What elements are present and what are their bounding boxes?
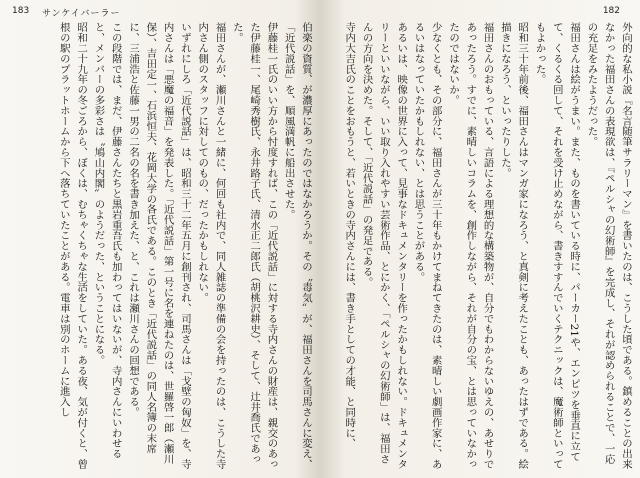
right-paragraph-2: 福田さんは絵がうまい。また、ものを書いている時に、パーカー21や、エンピツを垂直に立てて、くるくる回して、それを受け止めながら、書きすすんでいくテクニックは、魔術師といってもよかった。 bbox=[533, 22, 581, 470]
right-paragraph-4: 福田さんのおもっている、言語による理想的な構築物が、自分でもわからないゆえの、あせりであったろう。すでに、素晴しいコラムを、創作しながら、それが自分の宝、とは思っていなかったのではないか。 bbox=[447, 22, 494, 470]
right-paragraph-5: 少なくとも、その部分に、福田さんが三十年もかけてまねてきたのは、素晴しい劇画作家に、あるいはなっていたかもしれない、とは思うことがある。 bbox=[412, 22, 442, 470]
left-page-body bbox=[14, 22, 314, 470]
right-page bbox=[320, 0, 640, 478]
right-page-number: 182 bbox=[602, 6, 620, 16]
right-paragraph-7: 寺内大吉氏のことをおもうと、若いときの寺内さんには、書き手としての才能、と同時に、 bbox=[343, 22, 356, 449]
running-title: サンケイバーラー bbox=[42, 9, 121, 19]
left-page-number: 183 bbox=[12, 6, 30, 16]
right-page-body bbox=[334, 22, 634, 470]
left-paragraph-4: いずれにしろ「近代説話」は、昭和三十二年五月に創刊され、司馬さんは「戈壁の匈奴」を、寺内さんは「悪魔の福音」を発表した。「近代説話」第一号に名を連ねたのは、世羅啓一郎（瀬川保）、吉田定一、石浜恒夫、花岡大学の各氏である。このとき「近代説話」の同人名簿の末席に、三浦浩と佐藤一男の二名の名を書き加えた、と、これは瀬川さんの回想である。 bbox=[127, 22, 191, 470]
right-paragraph-1: 外向的な私小説『名言随筆サラリーマン』を書いたのは、こうした頃である。鎮めることの出来なかった福田さんの表現欲は、『ペルシャの幻術師』を完成し、それが認められることで、一応の充足をみたようだった。 bbox=[585, 22, 632, 470]
left-paragraph-3: 福田さんが、瀬川さんと一緒に、何回も社内で、同人雑誌の準備の会を持ったのは、こうした寺内さん側のスタッフに対してのもの、だったかもしれない。 bbox=[196, 22, 226, 470]
right-paragraph-6: あるいは、映像の世界に入って、見事なドキュメンタリーを作ったかもしれない。ドキュメンタリーといいながら、いい取り入れやすい芸術作品、とにかく、「ペルシャの幻術師」は、福田さんの方向を決めた。そして、「近代説話」の発足である。 bbox=[360, 22, 408, 470]
left-paragraph-5: この段階では、まだ、伊藤さんたちと黒岩重吾氏も加わってはいないが、寺内さんにいわせると、メンバーの多彩さは〝鳩山内閣〟のようだった、ということになる。 bbox=[92, 22, 122, 459]
left-paragraph-6: 昭和二十九年の冬ごろから、ぼくは、むちゃくちゃな生活をしていた。ある夜、気が付くと、曾根の駅のプラットホームから下へ落ちていたことがある。電車は別のホームに進入し bbox=[57, 22, 88, 470]
right-paragraph-3: 昭和三十年前後、福田さんはマンガ家になろう、と真剣に考えたことも、あったはずである。絵描きになろう、といったりした。 bbox=[498, 22, 529, 470]
left-paragraph-1: 伯楽の資質、が濃厚にあったのではなかろうか。その〝毒気〟が、福田さんを司馬さんに変え、「近代説話」を、順風満帆に船出させた。 bbox=[282, 22, 312, 470]
left-paragraph-2: 伊藤桂一氏のいい方から忖度すれば、この「近代説話」に対する寺内さんの財産は、親交のあった伊藤桂一、尾崎秀樹氏、永井路子氏、清水正二郎氏（胡桃沢耕史）、そして、辻井喬氏であった。 bbox=[230, 22, 278, 470]
